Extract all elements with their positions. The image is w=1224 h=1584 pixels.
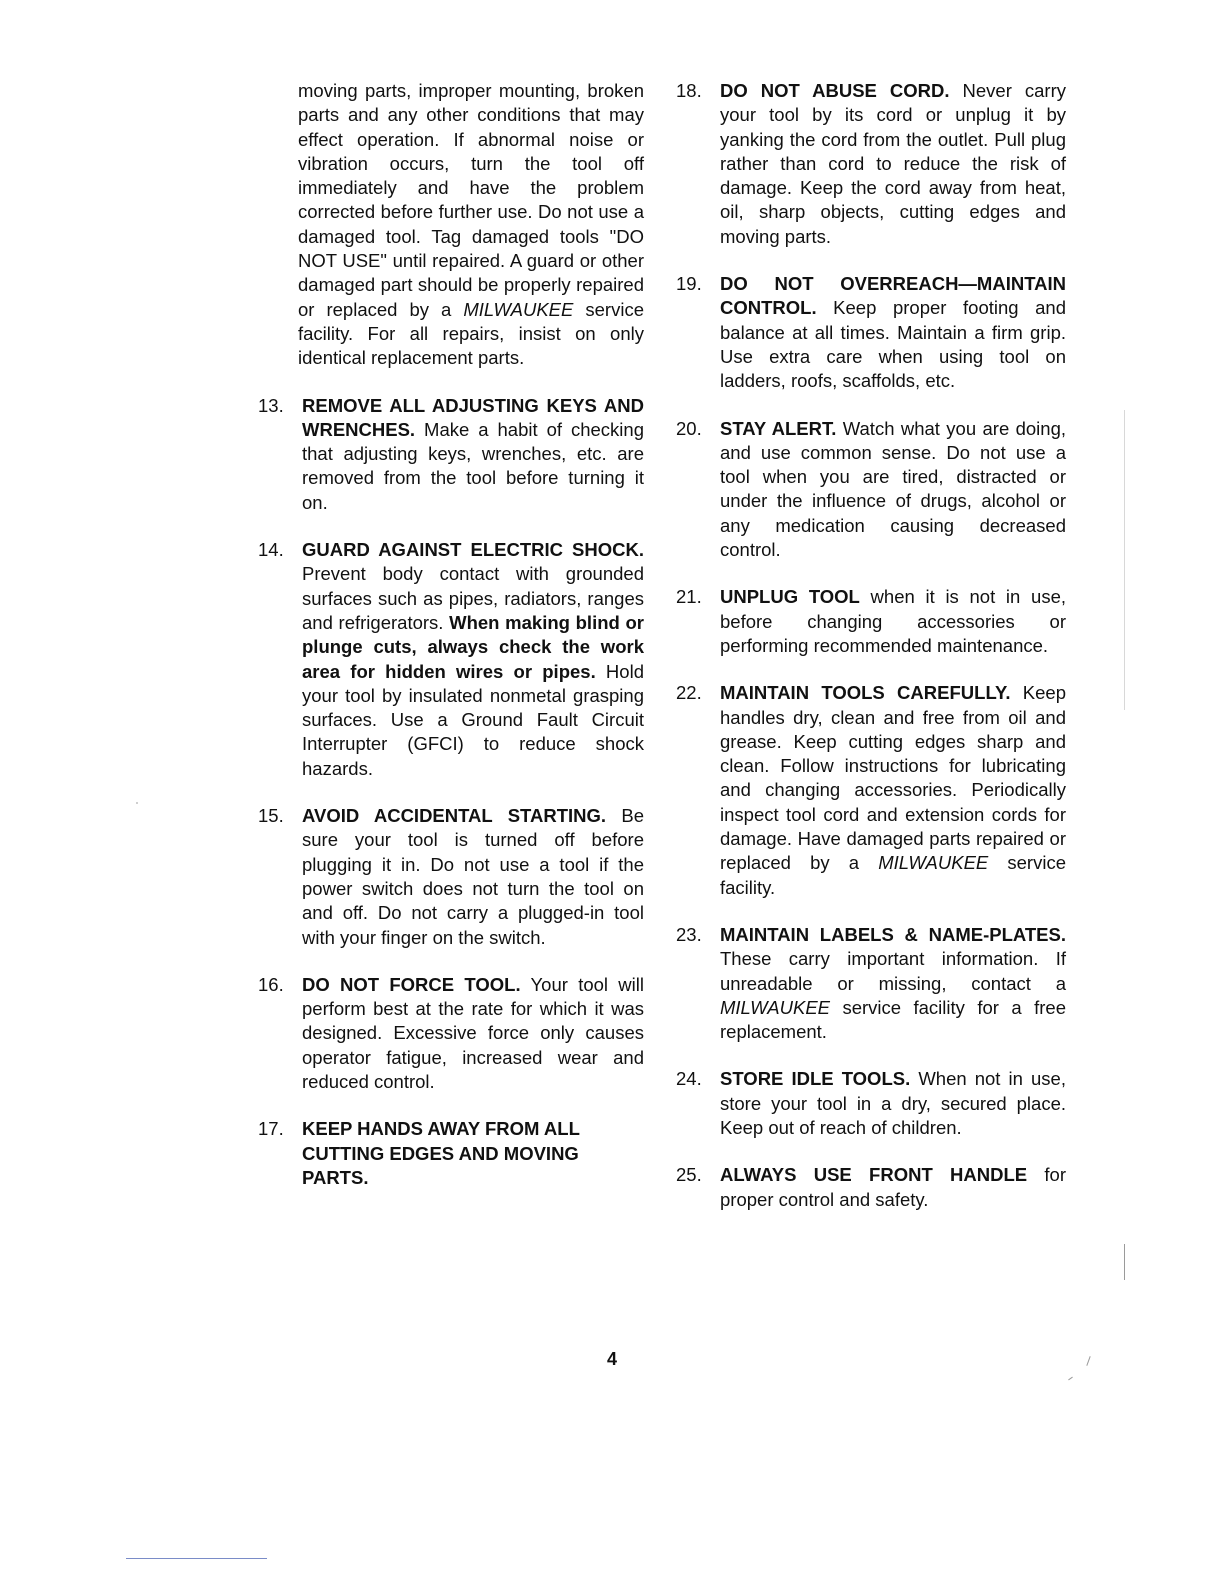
continuation-text-2: service facility. For all repairs, insist on only identical replacement parts. bbox=[298, 298, 644, 369]
continued-paragraph bbox=[258, 79, 644, 371]
left-column bbox=[258, 79, 644, 1213]
rule-heading: DO NOT FORCE TOOL. bbox=[302, 973, 521, 995]
safety-rule-25 bbox=[676, 1163, 1066, 1212]
brand-name: MILWAUKEE bbox=[463, 298, 574, 320]
scan-artifact bbox=[1068, 1377, 1073, 1381]
rule-number: 14. bbox=[258, 539, 284, 561]
rule-number: 19. bbox=[676, 273, 702, 295]
bottom-rule-line bbox=[126, 1558, 267, 1559]
right-column bbox=[676, 79, 1066, 1235]
safety-rule-16 bbox=[258, 973, 644, 1094]
safety-rule-24 bbox=[676, 1067, 1066, 1140]
rule-text: Your tool will perform best at the rate for which it was designed. Excessive force only causes operator fatigue, increased wear and reduced control. bbox=[302, 973, 644, 1092]
rule-heading: STORE IDLE TOOLS. bbox=[720, 1068, 911, 1090]
rule-number: 16. bbox=[258, 973, 284, 995]
page-number: 4 bbox=[606, 1349, 617, 1369]
rule-number: 20. bbox=[676, 417, 702, 439]
rule-text: Be sure your tool is turned off before plugging it in. Do not use a tool if the power switch does not turn the tool on and off. Do not carry a plugged-in tool with your finger on the switch. bbox=[302, 805, 644, 948]
scan-artifact bbox=[1086, 1356, 1090, 1366]
rule-heading: KEEP HANDS AWAY FROM ALL CUTTING EDGES AND MOVING PARTS. bbox=[302, 1118, 580, 1188]
rule-text: These carry important information. If unreadable or missing, contact a bbox=[720, 948, 1066, 994]
rule-text-continued: Hold your tool by insulated nonmetal grasping surfaces. Use a Ground Fault Circuit Interrupter (GFCI) to reduce shock hazards. bbox=[302, 660, 644, 779]
rule-number: 25. bbox=[676, 1164, 702, 1186]
rule-text: Keep handles dry, clean and free from oil and grease. Keep cutting edges sharp and clean. Follow instructions for lubricating and changing accessories. Periodically inspect tool cord and extension cords for damage. Have damaged parts repaired or replaced by a bbox=[720, 682, 1066, 874]
safety-rule-13 bbox=[258, 394, 644, 515]
brand-name: MILWAUKEE bbox=[720, 996, 830, 1018]
rule-heading: REMOVE ALL ADJUSTING KEYS AND WRENCHES. bbox=[302, 394, 644, 440]
rule-number: 24. bbox=[676, 1068, 702, 1090]
safety-rule-18 bbox=[676, 79, 1066, 249]
safety-rule-22 bbox=[676, 681, 1066, 900]
scan-artifact bbox=[1124, 410, 1125, 710]
rule-heading: STAY ALERT. bbox=[720, 417, 837, 439]
rule-emphasis: When making blind or plunge cuts, always check the work area for hidden wires or pipes. bbox=[302, 611, 644, 682]
rule-text: Keep proper footing and balance at all times. Maintain a firm grip. Use extra care when using tool on ladders, roofs, scaffolds, etc. bbox=[720, 297, 1066, 392]
safety-rule-19 bbox=[676, 272, 1066, 393]
safety-rule-14 bbox=[258, 538, 644, 781]
rule-heading: GUARD AGAINST ELECTRIC SHOCK. bbox=[302, 539, 644, 561]
rule-text-continued: service facility. bbox=[720, 852, 1066, 898]
rule-number: 21. bbox=[676, 586, 702, 608]
rule-heading: MAINTAIN LABELS & NAME-PLATES. bbox=[720, 923, 1066, 945]
rule-text: for proper control and safety. bbox=[720, 1164, 1067, 1210]
rule-text: Watch what you are doing, and use common sense. Do not use a tool when you are tired, distracted or under the influence of drugs, alcohol or any medication causing decreased control. bbox=[720, 417, 1066, 561]
safety-rule-21 bbox=[676, 585, 1066, 658]
rule-heading: MAINTAIN TOOLS CAREFULLY. bbox=[720, 682, 1011, 704]
rule-text: When not in use, store your tool in a dry, secured place. Keep out of reach of children. bbox=[720, 1068, 1066, 1138]
rule-text: when it is not in use, before changing accessories or performing recommended maintenance. bbox=[720, 586, 1066, 656]
rule-heading: DO NOT ABUSE CORD. bbox=[720, 80, 950, 101]
rule-heading: UNPLUG TOOL bbox=[720, 586, 860, 608]
safety-rule-17 bbox=[258, 1117, 644, 1190]
rule-number: 23. bbox=[676, 923, 702, 945]
rule-number: 18. bbox=[676, 80, 702, 101]
rule-text: Prevent body contact with grounded surfaces such as pipes, radiators, ranges and refrigerators. bbox=[302, 563, 644, 633]
rule-text: Never carry your tool by its cord or unplug it by yanking the cord from the outlet. Pull plug rather than cord to reduce the risk of damage. Keep the cord away from heat, oil, sharp objects, cutting edges and moving parts. bbox=[720, 80, 1066, 247]
safety-rule-20 bbox=[676, 417, 1066, 563]
rule-number: 17. bbox=[258, 1118, 284, 1140]
rule-text-continued: service facility for a free replacement. bbox=[720, 996, 1066, 1043]
brand-name: MILWAUKEE bbox=[878, 852, 989, 874]
rule-text: Make a habit of checking that adjusting keys, wrenches, etc. are removed from the tool before turning it on. bbox=[302, 418, 644, 513]
rule-heading: ALWAYS USE FRONT HANDLE bbox=[720, 1164, 1028, 1186]
scan-artifact bbox=[1124, 1244, 1125, 1280]
rule-heading: AVOID ACCIDENTAL STARTING. bbox=[302, 805, 607, 827]
rule-number: 22. bbox=[676, 682, 702, 704]
continuation-text-1: moving parts, improper mounting, broken parts and any other conditions that may effect operation. If abnormal noise or vibration occurs, turn the tool off immediately and have the problem corrected before further use. Do not use a damaged tool. Tag damaged tools "DO NOT USE" until repaired. A guard or other damaged part should be properly repaired or replaced by a bbox=[298, 80, 644, 320]
rule-number: 15. bbox=[258, 805, 284, 827]
safety-rule-15 bbox=[258, 804, 644, 950]
scan-artifact bbox=[136, 802, 138, 804]
safety-rule-23 bbox=[676, 923, 1066, 1044]
rule-number: 13. bbox=[258, 394, 284, 416]
rule-heading: DO NOT OVERREACH—MAINTAIN CONTROL. bbox=[720, 273, 1066, 319]
